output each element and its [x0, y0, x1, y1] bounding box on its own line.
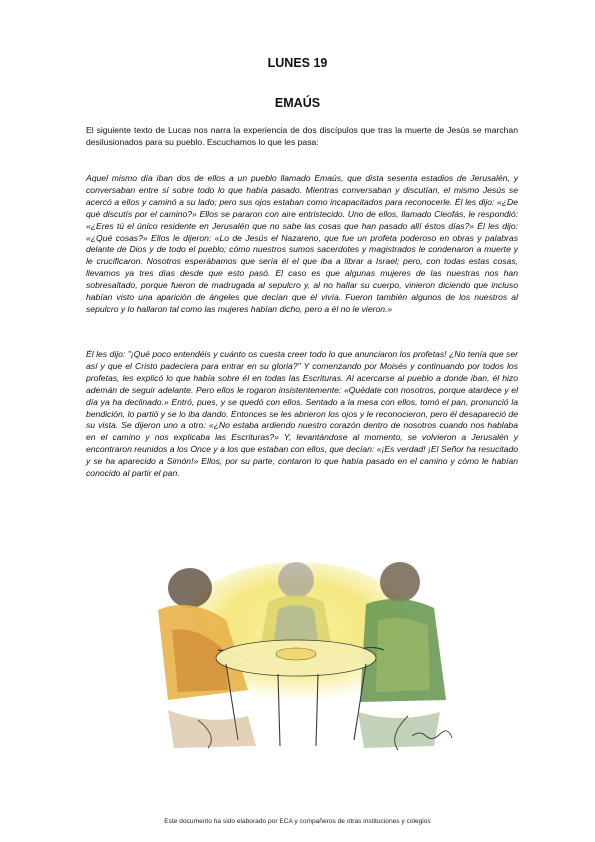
footer-credit: Este documento ha sido elaborado por ECA y compañeros de otras instituciones y colegios	[164, 818, 431, 825]
section-title: EMAÚS	[274, 96, 321, 110]
page-title: LUNES 19	[267, 56, 328, 70]
emmaus-illustration	[128, 540, 470, 754]
reading-paragraph-2: Él les dijo: "¡Qué poco entendéis y cuánto os cuesta creer todo lo que anunciaron los profetas! ¿No tenía que ser así y que el Cristo padeciera para entrar en su gloria?" Y comenzando por Moisés y continuando por todos los profetas, les explicó lo que había sobre él en todas las Escrituras. Al acercarse al pueblo a donde iban, él hizo ademán de seguir adelante. Pero ellos le rogaron insistentemente: «Quédate con nosotros, porque atardece y el día ya ha declinado.» Entró, pues, y se quedó con ellos. Sentado a la mesa con ellos, tomó el pan, pronunció la bendición, lo partió y se lo iba dando. Entonces se les abrieron los ojos y le reconocieron, pero él desapareció de su vista. Se dijeron uno a otro: «¿No estaba ardiendo nuestro corazón dentro de nosotros cuando nos hablaba en el camino y nos explicaba las Escrituras?» Y, levantándose al momento, se volvieron a Jerusalén y encontraron reunidos a los Once y a los que estaban con ellos, que decían: «¡Es verdad! ¡El Señor ha resucitado y se ha aparecido a Simón!» Ellos, por su parte, contaron lo que había pasado en el camino y cómo le habían conocido al partir el pan.	[86, 349, 518, 479]
intro-text: El siguiente texto de Lucas nos narra la experiencia de dos discípulos que tras la muerte de Jesús se marchan desilusionados para su pueblo. Escuchamos lo que les pasa:	[86, 125, 518, 147]
reading-paragraph-1: Aquel mismo día iban dos de ellos a un pueblo llamado Emaús, que dista sesenta estadios de Jerusalén, y conversaban entre sí sobre todo lo que había pasado. Mientras conversaban y discutían, el mismo Jesús se acercó a ellos y caminó a su lado; pero sus ojos estaban como incapacitados para reconocerle. Él les dijo: «¿De qué discutís por el camino?» Ellos se pararon con aire entristecido. Uno de ellos, llamado Cleofás, le respondió: «¿Eres tú el único residente en Jerusalén que no sabe las cosas que han pasado allí éstos días?» Él les dijo: «¿Qué cosas?» Ellos le dijeron: «Lo de Jesús el Nazareno, que fue un profeta poderoso en obras y palabras delante de Dios y de todo el pueblo; cómo nuestros sumos sacerdotes y magistrados le condenaron a muerte y le crucificaron. Nosotros esperábamos que sería él el que iba a librar a Israel; pero, con todas estas cosas, llevamos ya tres días desde que esto pasó. El caso es que algunas mujeres de las nuestras nos han sobresaltado, porque fueron de madrugada al sepulcro y, al no hallar su cuerpo, vinieron diciendo que incluso habían visto una aparición de ángeles que decían que él vivía. Fueron también algunos de los nuestros al sepulcro y lo hallaron tal como las mujeres habían dicho, pero a él no le vieron.»	[86, 173, 518, 314]
